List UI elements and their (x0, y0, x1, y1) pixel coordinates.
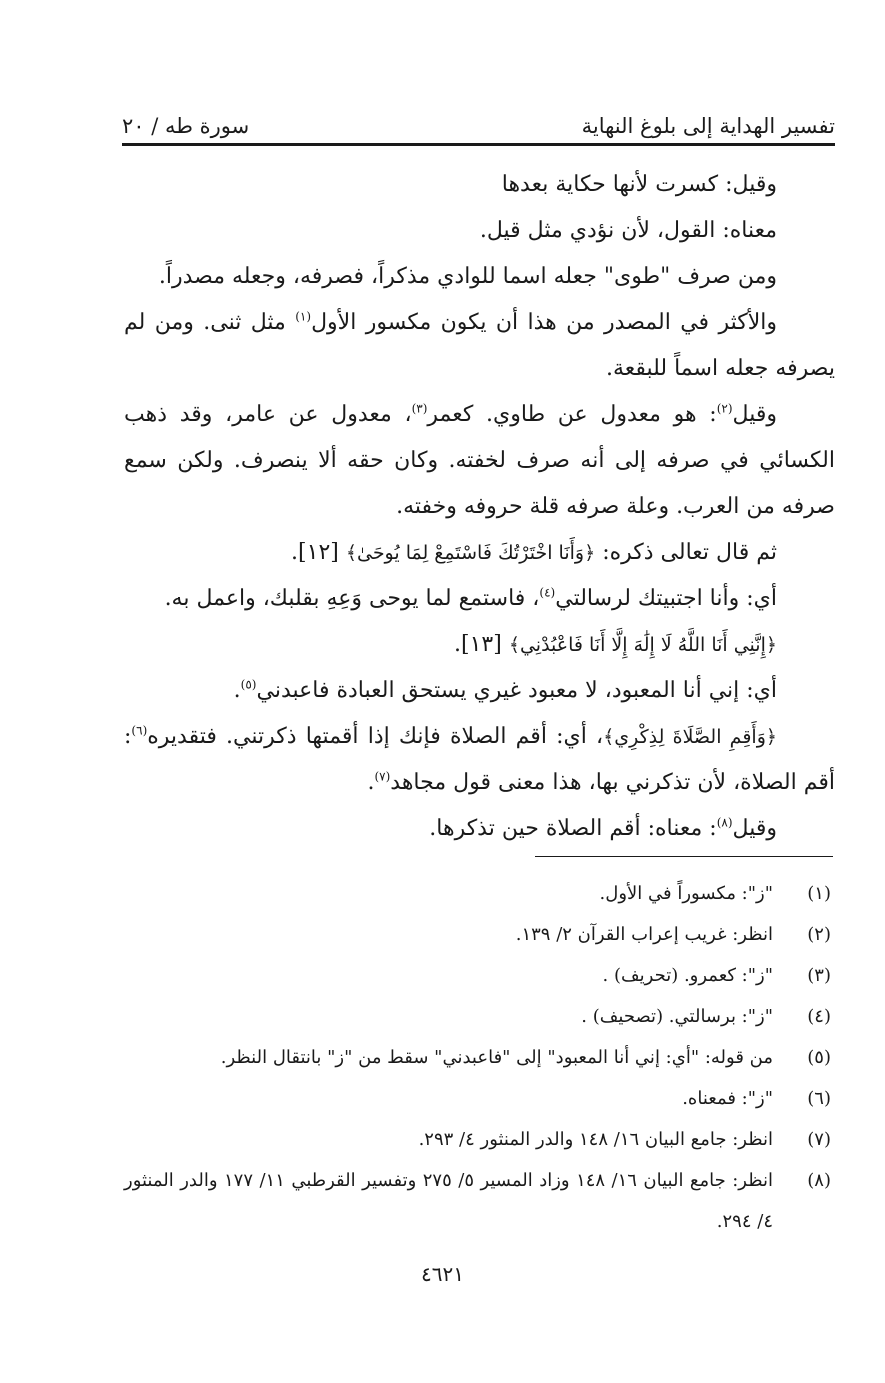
footnote-number: (٨) (807, 1170, 831, 1191)
paragraph: والأكثر في المصدر من هذا أن يكون مكسور الأول$^{(١)}$ مثل ثنى. ومن لم يصرفه جعله اسماً للبقعة. (124, 309, 835, 381)
footnote-text: "ز": كعمرو. (تحريف) . (602, 965, 773, 986)
footnote-marker: (٧) (374, 769, 391, 784)
footnote-marker: (٢) (716, 401, 733, 416)
footnote (124, 873, 835, 914)
footnote-marker: (١) (295, 309, 312, 324)
paragraph: وقيل$^{(٢)}$: هو معدول عن طاوي. كعمر$^{(٣)}$، معدول عن عامر، وقد ذهب الكسائي في صرفه إلى أنه صرف لخفته. وكان حقه ألا ينصرف. ولكن سمع صرفه من العرب. وعلة صرفه قلة حروفه وخفته. (124, 401, 835, 519)
footnote (124, 996, 835, 1037)
footnote-marker: (٦) (131, 723, 148, 738)
paragraph: ﴿وَأَقِمِ الصَّلَاةَ لِذِكْرِي﴾، أي: أقم الصلاة فإنك إذا أقمتها ذكرتني. فتقديره$^{(٦)}$: أقم الصلاة، لأن تذكرني بها، هذا معنى قول مجاهد$^{(٧)}$. (124, 723, 835, 795)
footnote (124, 1078, 835, 1119)
footnote-marker: (٤) (539, 585, 556, 600)
paragraph: ﴿إِنَّنِي أَنَا اللَّهُ لَا إِلَٰهَ إِلَّا أَنَا فَاعْبُدْنِي﴾ [١٣]. (454, 632, 777, 657)
surah-reference: سورة طه / ٢٠ (122, 114, 250, 138)
footnote-text: "ز": فمعناه. (682, 1088, 773, 1109)
footnote-number: (٥) (807, 1047, 831, 1068)
footnote-marker: (٨) (716, 815, 733, 830)
paragraph: وقيل: كسرت لأنها حكاية بعدها (501, 172, 777, 197)
running-header (122, 98, 835, 138)
paragraph: وقيل$^{(٨)}$: معناه: أقم الصلاة حين تذكرها. (429, 815, 777, 841)
footnote-text: "ز": برسالتي. (تصحيف) . (581, 1006, 773, 1027)
footnote-text: انظر: غريب إعراب القرآن ٢/ ١٣٩. (515, 924, 773, 945)
main-text (124, 162, 835, 852)
footnote-number: (٧) (807, 1129, 831, 1150)
footnote-number: (٢) (807, 924, 831, 945)
footnote (124, 955, 835, 996)
paragraph: ثم قال تعالى ذكره: ﴿وَأَنَا اخْتَرْتُكَ فَاسْتَمِعْ لِمَا يُوحَىٰ﴾ [١٢]. (291, 540, 777, 565)
footnote (124, 1160, 835, 1242)
footnote-number: (٣) (807, 965, 831, 986)
footnote (124, 914, 835, 955)
footnote-text: انظر: جامع البيان ١٦/ ١٤٨ والدر المنثور ٤/ ٢٩٣. (418, 1129, 773, 1150)
page-number: ٤٦٢١ (421, 1262, 464, 1286)
paragraph: معناه: القول، لأن نؤدي مثل قيل. (479, 218, 777, 243)
footnote-text: انظر: جامع البيان ١٦/ ١٤٨ وزاد المسير ٥/ ٢٧٥ وتفسير القرطبي ١١/ ١٧٧ والدر المنثور ٤/ ٢٩٤. (124, 1170, 773, 1232)
book-title: تفسير الهداية إلى بلوغ النهاية (581, 114, 835, 138)
quran-verse: ﴿وَأَنَا اخْتَرْتُكَ فَاسْتَمِعْ لِمَا يُوحَىٰ﴾ (345, 542, 596, 564)
footnote (124, 1037, 835, 1078)
footnote-number: (١) (807, 883, 831, 904)
quran-verse: ﴿وَأَقِمِ الصَّلَاةَ لِذِكْرِي﴾ (603, 726, 777, 748)
paragraph: أي: إني أنا المعبود، لا معبود غيري يستحق العبادة فاعبدني$^{(٥)}$. (233, 677, 777, 703)
footnote-divider (535, 856, 833, 857)
footnote-text: "ز": مكسوراً في الأول. (599, 883, 773, 904)
quran-verse: ﴿إِنَّنِي أَنَا اللَّهُ لَا إِلَٰهَ إِلَّا أَنَا فَاعْبُدْنِي﴾ (508, 634, 777, 656)
header-divider (122, 143, 835, 146)
footnote (124, 1119, 835, 1160)
footnote-number: (٤) (807, 1006, 831, 1027)
paragraph: ومن صرف "طوى" جعله اسما للوادي مذكراً، فصرفه، وجعله مصدراً. (158, 264, 777, 289)
footnotes (124, 873, 835, 1242)
footnote-number: (٦) (807, 1088, 831, 1109)
paragraph: أي: وأنا اجتبيتك لرسالتي$^{(٤)}$، فاستمع لما يوحى وَعِهِ بقلبك، واعمل به. (164, 585, 777, 611)
footnote-marker: (٣) (411, 401, 428, 416)
footnote-marker: (٥) (240, 677, 257, 692)
footnote-text: من قوله: "أي: إني أنا المعبود" إلى "فاعبدني" سقط من "ز" بانتقال النظر. (220, 1047, 773, 1068)
